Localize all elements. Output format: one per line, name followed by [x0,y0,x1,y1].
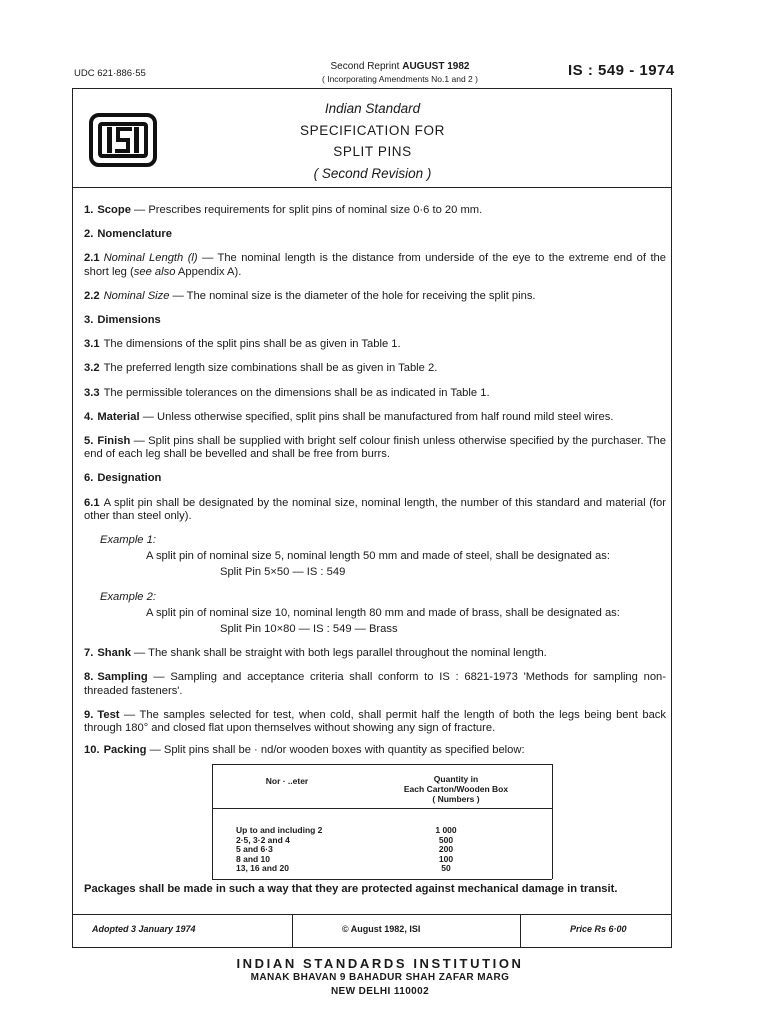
section-8: 8. Sampling — Sampling and acceptance criteria shall conform to IS : 6821-1973 'Methods for sampling non-threaded fasteners'. [84,671,666,697]
institution-block [170,956,590,999]
title-line-3: SPLIT PINS [333,144,412,159]
title-line-1: Indian Standard [324,101,421,116]
table-row: 2·5, 3·2 and 4 500 [236,834,454,845]
title-line-4: ( Second Revision ) [313,165,432,181]
example-1-text: A split pin of nominal size 5, nominal length 50 mm and made of steel, shall be designated as: [146,550,610,563]
table-bottom-rule [212,879,552,880]
footer-separator [520,914,521,948]
copyright-note: © August 1982, ISI [342,924,421,934]
table-col-qty-header: Quantity in Each Carton/Wooden Box ( Numbers ) [403,774,509,804]
title-line-2: SPECIFICATION FOR [300,122,445,138]
standard-number: IS : 549 - 1974 [568,62,675,79]
example-2-text: A split pin of nominal size 10, nominal length 80 mm and made of brass, shall be designated as: [146,606,620,619]
section-6-heading: 6. Designation [84,472,162,485]
closing-paragraph: Packages shall be made in such a way that they are protected against mechanical damage in transit. [84,883,618,895]
table-row: Up to and including 2 1 000 [236,825,457,835]
reprint-note [290,60,510,86]
reprint-prefix: Second Reprint [330,61,400,72]
table-right-rule [552,764,553,879]
reprint-amendments: ( Incorporating Amendments No.1 and 2 ) [322,74,478,84]
table-row: 8 and 10 100 [236,853,454,864]
table-row: 13, 16 and 20 50 [236,863,451,873]
section-2-heading: 2. Nomenclature [84,228,172,241]
footer-divider [72,914,672,915]
section-2-2: 2.2 Nominal Size — The nominal size is the diameter of the hole for receiving the split pins. [84,289,536,302]
udc-code: UDC 621·886·55 [74,68,146,79]
section-5: 5. Finish — Split pins shall be supplied with bright self colour finish unless otherwise specified by the purchaser. The end of each leg shall be bevelled and shall be free from burrs. [84,435,666,461]
table-top-rule [212,764,552,765]
document-body [84,204,666,768]
isi-logo-icon [88,112,158,168]
section-6-1: 6.1 A split pin shall be designated by the nominal size, nominal length, the number of this standard and material (for other than steel only). [84,496,666,522]
example-1-designation: Split Pin 5×50 — IS : 549 [220,566,346,579]
table-row: 5 and 6·3 200 [236,844,454,854]
institution-name: INDIAN STANDARDS INSTITUTION [236,956,524,971]
table-left-rule [212,764,213,879]
table-col-size-header: Nor · ..eter [265,776,309,786]
institution-address-1: MANAK BHAVAN 9 BAHADUR SHAH ZAFAR MARG [250,972,510,983]
title-block [240,98,505,184]
section-4: 4. Material — Unless otherwise specified, split pins shall be manufactured from half round mild steel wires. [84,410,614,423]
section-7: 7. Shank — The shank shall be straight with both legs parallel throughout the nominal length. [84,647,547,660]
institution-address-2: NEW DELHI 110002 [330,986,430,997]
section-10: 10. Packing — Split pins shall be · nd/or wooden boxes with quantity as specified below: [84,744,525,757]
section-9: 9. Test — The samples selected for test, when cold, shall permit half the length of both the legs being bent back through 180° and closed flat upon themselves without showing any sign of fracture. [84,708,666,735]
section-3-1: 3.1 The dimensions of the split pins shall be as given in Table 1. [84,338,401,351]
price: Price Rs 6·00 [570,924,627,934]
section-3-2: 3.2 The preferred length size combinations shall be as given in Table 2. [84,362,438,375]
section-3-3: 3.3 The permissible tolerances on the dimensions shall be as indicated in Table 1. [84,386,490,399]
example-2-designation: Split Pin 10×80 — IS : 549 — Brass [220,623,398,636]
section-1: 1. Scope — Prescribes requirements for split pins of nominal size 0·6 to 20 mm. [84,204,483,216]
packing-table-body [236,826,536,874]
title-divider [72,187,672,188]
example-2-label: Example 2: [100,590,156,603]
section-2-1: 2.1 Nominal Length (l) — The nominal length is the distance from underside of the eye to the extreme end of the short leg (see also Appendix A). [84,252,666,278]
reprint-date: AUGUST 1982 [402,61,470,72]
example-1-label: Example 1: [100,534,156,547]
table-header-rule [212,808,552,809]
section-3-heading: 3. Dimensions [84,314,161,327]
adopted-date: Adopted 3 January 1974 [92,924,196,934]
footer-separator [292,914,293,948]
